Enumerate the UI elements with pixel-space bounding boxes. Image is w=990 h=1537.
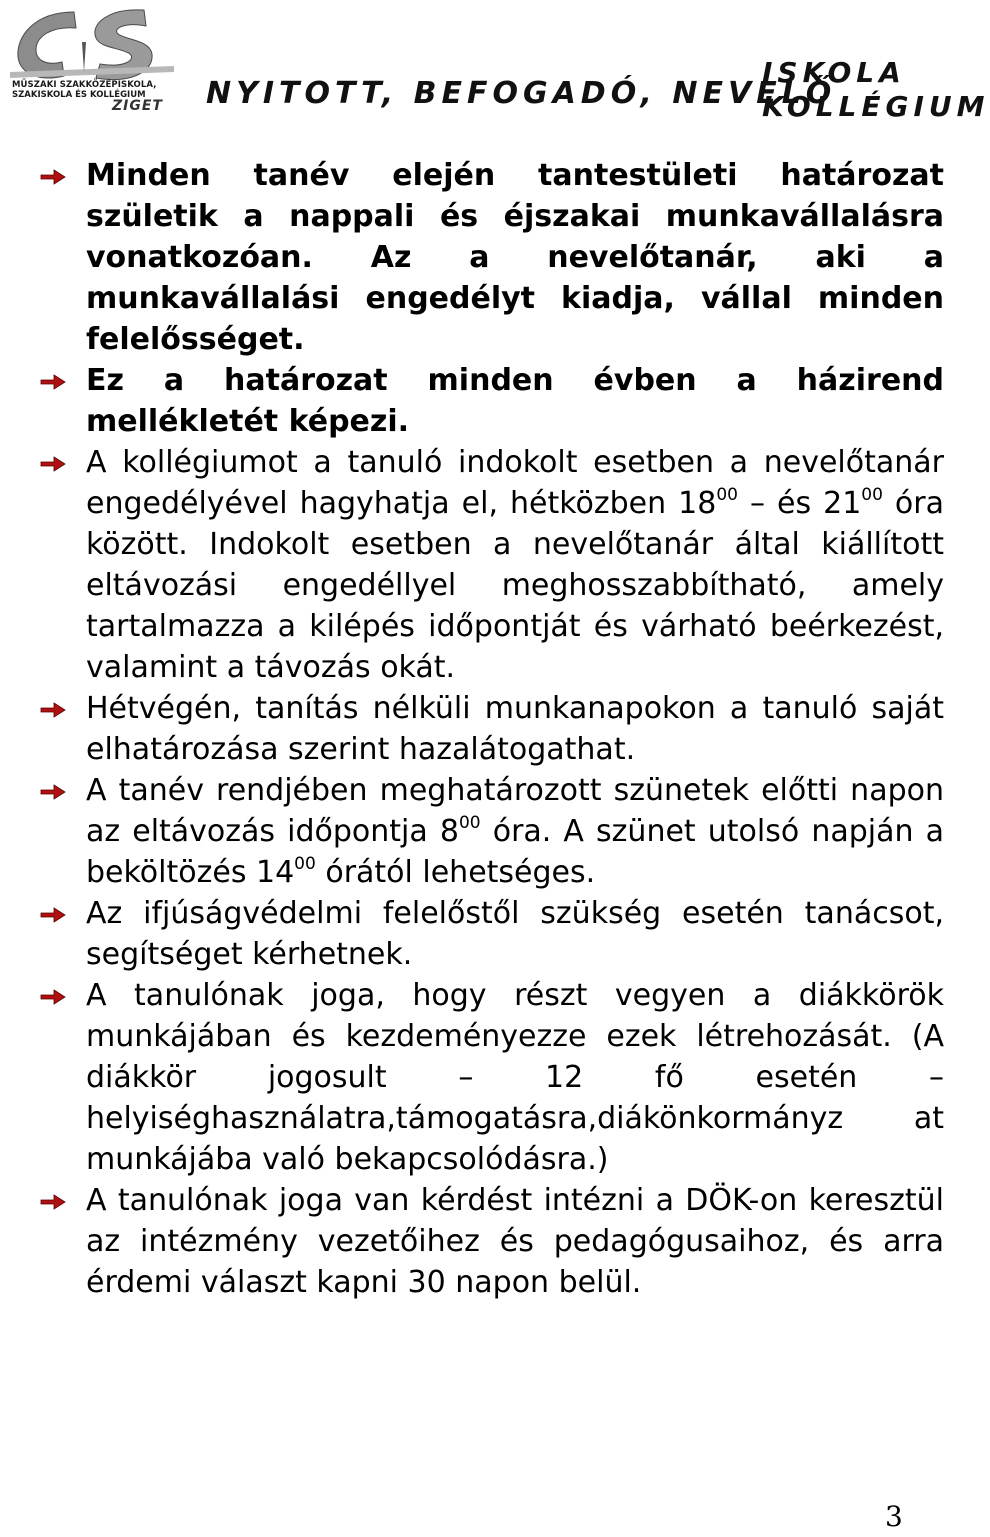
arrow-bullet-icon <box>40 784 66 800</box>
school-type <box>762 56 990 124</box>
page-header <box>0 0 990 130</box>
school-type-line-1: ISKOLA <box>762 56 906 89</box>
logo-line-2: SZAKISKOLA ÉS KOLLÉGIUM <box>12 90 146 100</box>
page-number: 3 <box>885 1500 903 1533</box>
arrow-bullet-icon <box>40 1194 66 1210</box>
school-motto: NYITOTT, BEFOGADÓ, NEVELŐ <box>206 76 837 111</box>
text-part: órától lehetséges. <box>315 855 596 890</box>
text-part: – és 21 <box>737 486 862 521</box>
list-item-text <box>86 770 944 893</box>
list-item-text: Hétvégén, tanítás nélküli munkanapokon a tanuló saját elhatározása szerint hazalátogathat. <box>86 691 944 767</box>
arrow-bullet-icon <box>40 456 66 472</box>
list-item <box>40 442 944 688</box>
list-item <box>40 360 944 442</box>
text-part: A tanév rendjében meghatározott szünetek előtti napon az eltávozás időpontja 8 <box>86 773 944 849</box>
list-item <box>40 688 944 770</box>
text-part: A kollégiumot a tanuló indokolt esetben a nevelőtanár engedélyével hagyhatja el, hétközben 18 <box>86 445 944 521</box>
arrow-bullet-icon <box>40 374 66 390</box>
arrow-bullet-icon <box>40 169 66 185</box>
list-item-text: Minden tanév elején tantestületi határozat születik a nappali és éjszakai munkavállalásra vonatkozóan. Az a nevelőtanár, aki a munkavállalási engedélyt kiadja, vállal minden felelősséget. <box>86 158 944 357</box>
list-item <box>40 893 944 975</box>
list-item <box>40 1180 944 1303</box>
list-item <box>40 155 944 360</box>
arrow-bullet-icon <box>40 907 66 923</box>
list-item-text: A tanulónak joga, hogy részt vegyen a diákkörök munkájában és kezdeményezze ezek létrehozását. (A diákkör jogosult – 12 fő esetén – helyiséghasználatra,támogatásra,diákönkormányz at munkájába való bekapcsolódásra.) <box>86 978 944 1177</box>
time-superscript: 00 <box>861 485 883 505</box>
logo-line-1: MŰSZAKI SZAKKÖZÉPISKOLA, <box>12 80 157 90</box>
list-item <box>40 975 944 1180</box>
rules-list <box>40 155 944 1303</box>
time-superscript: 00 <box>458 813 481 833</box>
text-part: óra. A szünet utolsó napján a beköltözés 14 <box>86 814 944 890</box>
list-item-text: Ez a határozat minden évben a házirend mellékletét képezi. <box>86 363 944 439</box>
text-part: óra között. Indokolt esetben a nevelőtanár által kiállított eltávozási engedéllyel meghosszabbítható, amely tartalmazza a kilépés időpontját és várható beérkezést, valamint a távozás okát. <box>86 486 945 685</box>
school-logo-icon <box>4 2 180 124</box>
arrow-bullet-icon <box>40 989 66 1005</box>
list-item <box>40 770 944 893</box>
school-type-line-2: KOLLÉGIUM <box>762 90 990 123</box>
time-superscript: 00 <box>294 854 316 874</box>
logo-city: ZIGET <box>112 98 163 114</box>
time-superscript: 00 <box>716 485 738 505</box>
list-item-text <box>86 442 944 688</box>
list-item-text: Az ifjúságvédelmi felelőstől szükség esetén tanácsot, segítséget kérhetnek. <box>86 896 944 972</box>
arrow-bullet-icon <box>40 702 66 718</box>
list-item-text: A tanulónak joga van kérdést intézni a DÖK-on keresztül az intézmény vezetőihez és pedagógusaihoz, és arra érdemi választ kapni 30 napon belül. <box>86 1183 944 1300</box>
